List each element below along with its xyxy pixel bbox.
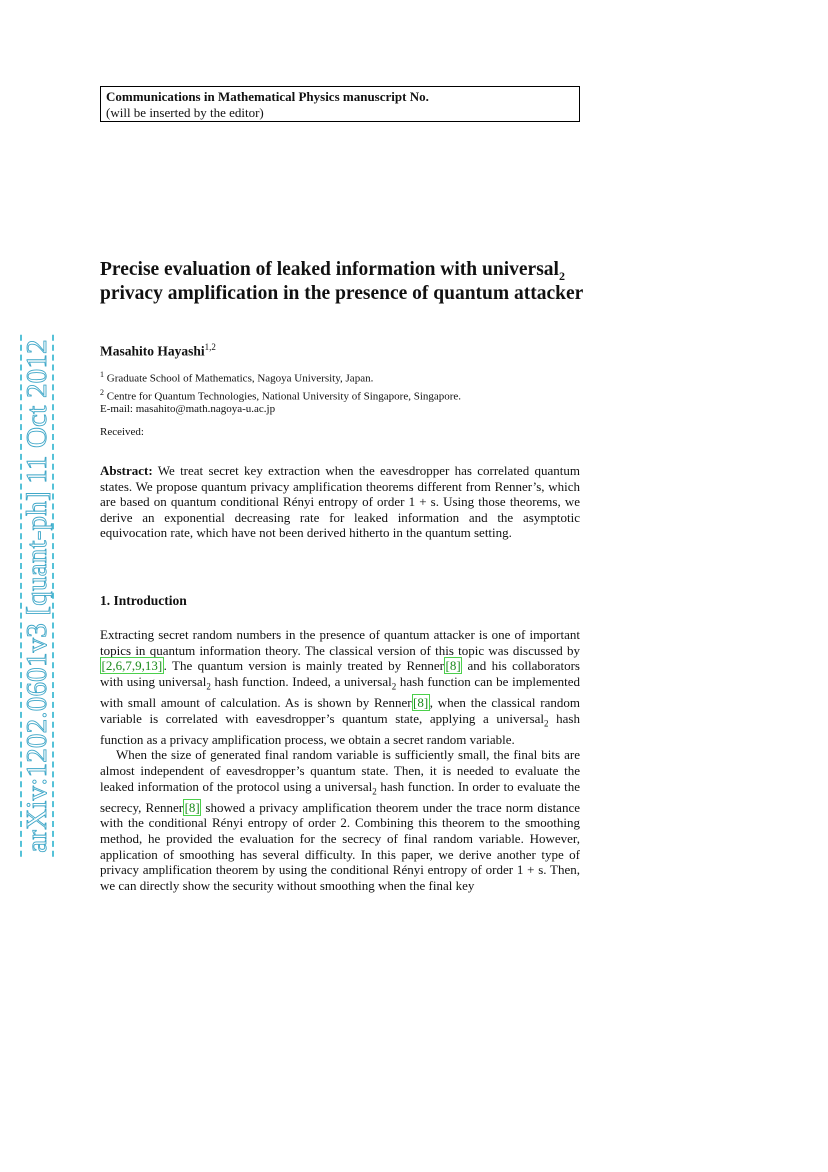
affiliation-2 <box>100 386 461 404</box>
intro-paragraph-2 <box>100 747 580 893</box>
author-name: Masahito Hayashi <box>100 343 205 359</box>
title-part-2: privacy amplification in the presence of quantum attacker <box>100 283 584 304</box>
title-part-1: Precise evaluation of leaked information with universal <box>100 259 559 280</box>
author-email: E-mail: masahito@math.nagoya-u.ac.jp <box>100 403 276 416</box>
author-line <box>100 342 216 360</box>
intro-paragraph-1 <box>100 627 580 747</box>
arxiv-side-stamp <box>22 330 52 862</box>
journal-name: Communications in Mathematical Physics manuscript No. <box>106 89 429 104</box>
abstract-text: We treat secret key extraction when the eavesdropper has correlated quantum states. We propose quantum privacy amplification theorems different from Renner’s, which are based on quantum conditional Rényi entropy of order 1 + s. Using those theorems, we derive an exponential decreasing rate for leaked information and the asymptotic equivocation rate, which have not been derived hitherto in the quantum setting. <box>100 463 580 540</box>
citation-link-8[interactable]: [8] <box>184 799 200 815</box>
section-heading-introduction: 1. Introduction <box>100 593 187 608</box>
p1-text-1: Extracting secret random numbers in the presence of quantum attacker is one of important topics in quantum information theory. The classical version of this topic was discussed by <box>100 627 580 658</box>
received-date: Received: <box>100 426 144 438</box>
citation-link-8[interactable]: [8] <box>445 658 461 674</box>
p1-text-6: , when the classical random variable is correlated with eavesdropper’s quantum state, applying a universal <box>100 694 580 726</box>
p1-subscript-1: 2 <box>206 681 211 692</box>
title-subscript: 2 <box>558 268 565 283</box>
introduction-body <box>100 627 580 893</box>
p2-text-1: When the size of generated final random variable is sufficiently small, the final bits are almost independent of eavesdropper’s quantum state. Then, it is needed to evaluate the leaked information of the protocol using a universal <box>100 747 580 794</box>
p1-subscript-3: 2 <box>544 718 549 729</box>
journal-header-box <box>100 86 580 122</box>
citation-link-8[interactable]: [8] <box>413 694 429 710</box>
abstract-label: Abstract: <box>100 463 153 478</box>
affiliation-2-mark: 2 <box>100 387 104 397</box>
p2-text-2: hash function. In order to evaluate the secrecy, Renner <box>100 778 580 815</box>
affiliations <box>100 368 461 416</box>
p1-text-7: hash function as a privacy amplification process, we obtain a secret random variable. <box>100 710 580 747</box>
affiliation-1-mark: 1 <box>100 370 104 379</box>
p1-text-4: hash function. Indeed, a universal <box>210 673 392 689</box>
paper-title <box>100 258 586 306</box>
journal-editor-note: (will be inserted by the editor) <box>106 105 264 120</box>
author-affiliation-marks: 1,2 <box>204 342 216 352</box>
affiliation-1-text: Graduate School of Mathematics, Nagoya University, Japan. <box>104 372 374 385</box>
citation-link-group[interactable]: [2,6,7,9,13] <box>101 658 163 674</box>
p1-text-5: hash function can be implemented with small amount of calculation. As is shown by Renner <box>100 673 580 710</box>
p1-text-3: and his collaborators with using universal <box>100 658 580 689</box>
arxiv-identifier: arXiv:1202.0601v3 [quant-ph] 11 Oct 2012 <box>20 335 54 857</box>
affiliation-2-text: Centre for Quantum Technologies, National University of Singapore, Singapore. <box>104 390 462 403</box>
p1-text-2: . The quantum version is mainly treated by Renner <box>163 658 445 674</box>
abstract <box>100 463 580 541</box>
p1-subscript-2: 2 <box>391 681 397 692</box>
affiliation-1 <box>100 368 461 386</box>
p2-subscript: 2 <box>372 786 377 797</box>
p2-text-3: showed a privacy amplification theorem under the trace norm distance with the conditional Rényi entropy of order 2. Combining this theorem to the smoothing method, he provided the evaluation for the secrecy of final random variable. However, application of smoothing has several difficulty. In this paper, we derive another type of privacy amplification theorem by using the conditional Rényi entropy of order 1 + s. Then, we can directly show the security without smoothing when the final key <box>100 799 580 893</box>
